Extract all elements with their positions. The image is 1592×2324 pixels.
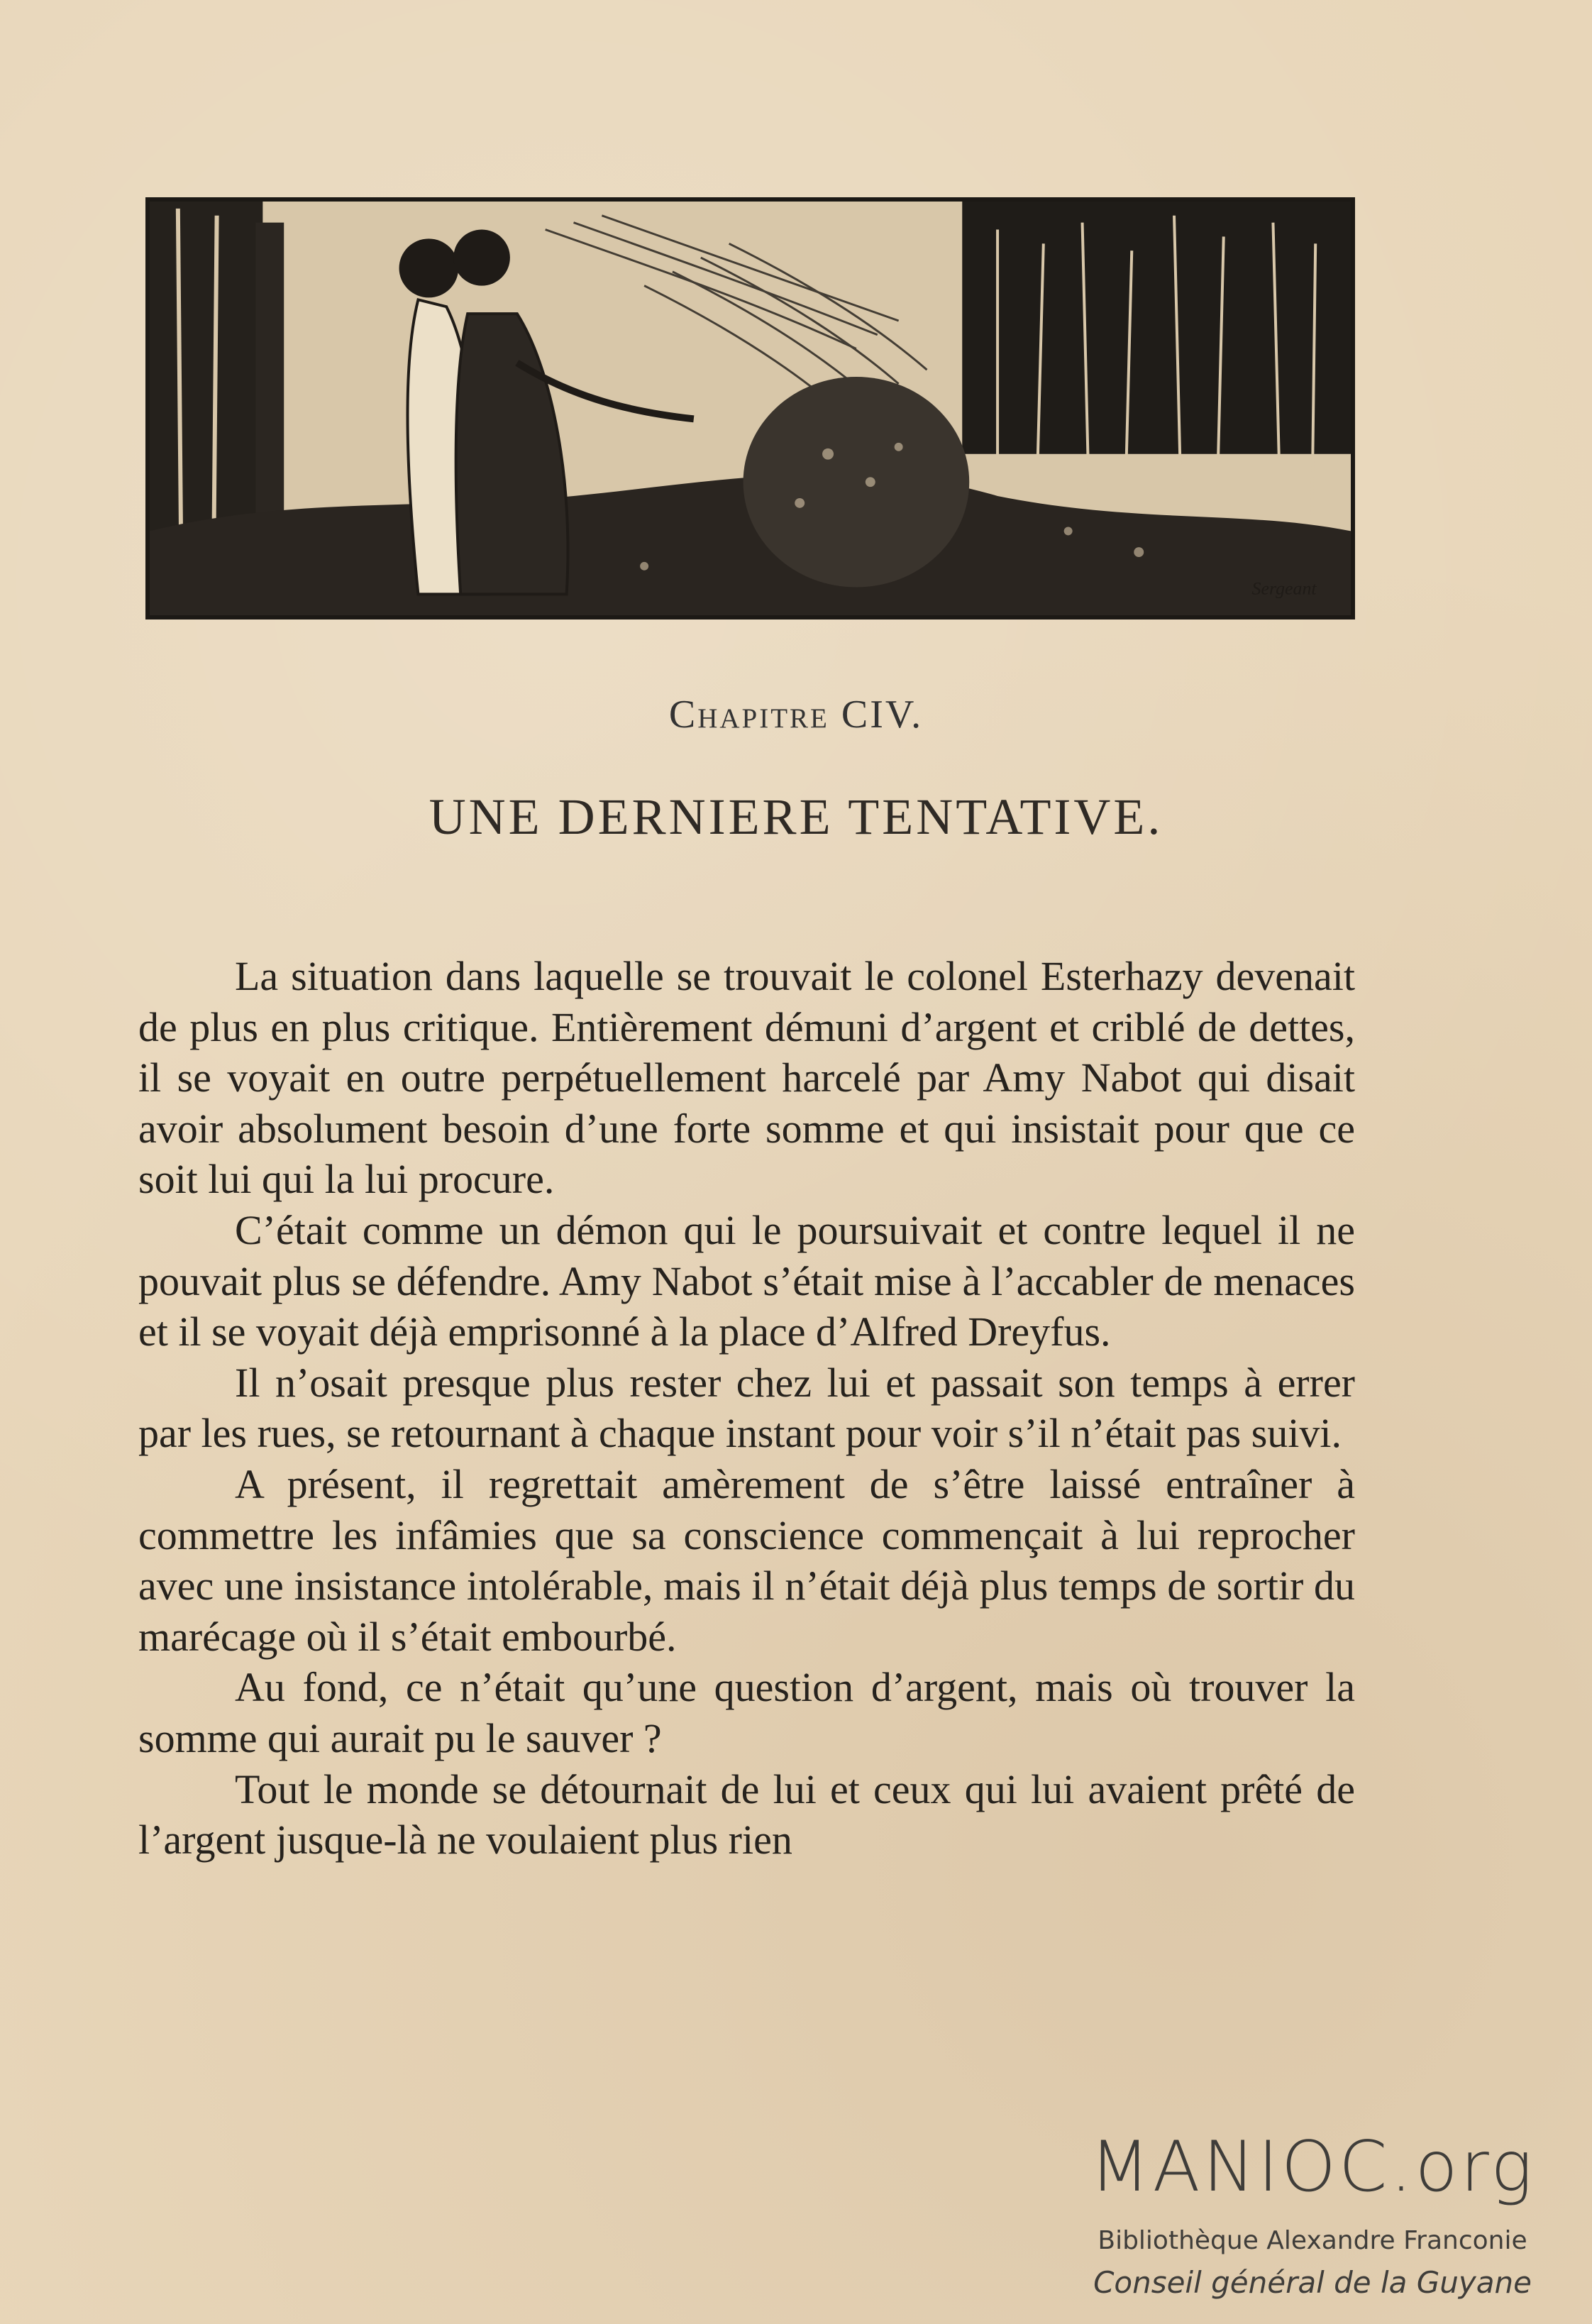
paragraph: La situation dans laquelle se trouvait le colonel Esterhazy devenait de plus en plus critique. Entièrement démuni d’argent et criblé de dettes, il se voyait en outre perpétuellement harcelé par Amy Nabot qui disait avoir absolument besoin d’une forte somme et qui insistait pour que ce soit lui qui la lui procure. [138, 953, 1355, 1203]
chapter-heading [0, 692, 1592, 737]
manioc-logo: MANIOC.org [1090, 2127, 1535, 2208]
paragraph: Au fond, ce n’était qu’une question d’argent, mais où trouver la somme qui aurait pu le sauver ? [138, 1664, 1355, 1761]
paragraph: Tout le monde se détournait de lui et ceux qui lui avaient prêté de l’argent jusque-là ne voulaient plus rien [138, 1766, 1355, 1863]
chapter-title: UNE DERNIERE TENTATIVE. [429, 788, 1163, 845]
chapter-number: CIV. [841, 693, 924, 737]
paragraph: C’était comme un démon qui le poursuivait et contre lequel il ne pouvait plus se défendre. Amy Nabot s’était mise à l’accabler de menaces et il se voyait déjà emprisonné à la place d’Alfred Dreyfus. [138, 1206, 1355, 1355]
engraving-image [150, 202, 1351, 615]
manioc-watermark [1071, 2127, 1554, 2300]
chapter-body [138, 951, 1355, 1866]
paragraph: A présent, il regrettait amèrement de s’être laissé entraîner à commettre les infâmies que sa conscience commençait à lui reprocher avec une insistance intolérable, mais il n’était déjà plus temps de sortir du marécage où il s’était embourbé. [138, 1460, 1355, 1660]
woodcut-illustration [145, 197, 1355, 619]
svg-text:Sergeant: Sergeant [1251, 578, 1317, 599]
library-name: Bibliothèque Alexandre Franconie [1098, 2226, 1527, 2255]
council-name: Conseil général de la Guyane [1093, 2265, 1532, 2300]
chapter-label: Chapitre [668, 693, 829, 737]
paragraph: Il n’osait presque plus rester chez lui et passait son temps à errer par les rues, se retournant à chaque instant pour voir s’il n’était pas suivi. [138, 1359, 1355, 1457]
